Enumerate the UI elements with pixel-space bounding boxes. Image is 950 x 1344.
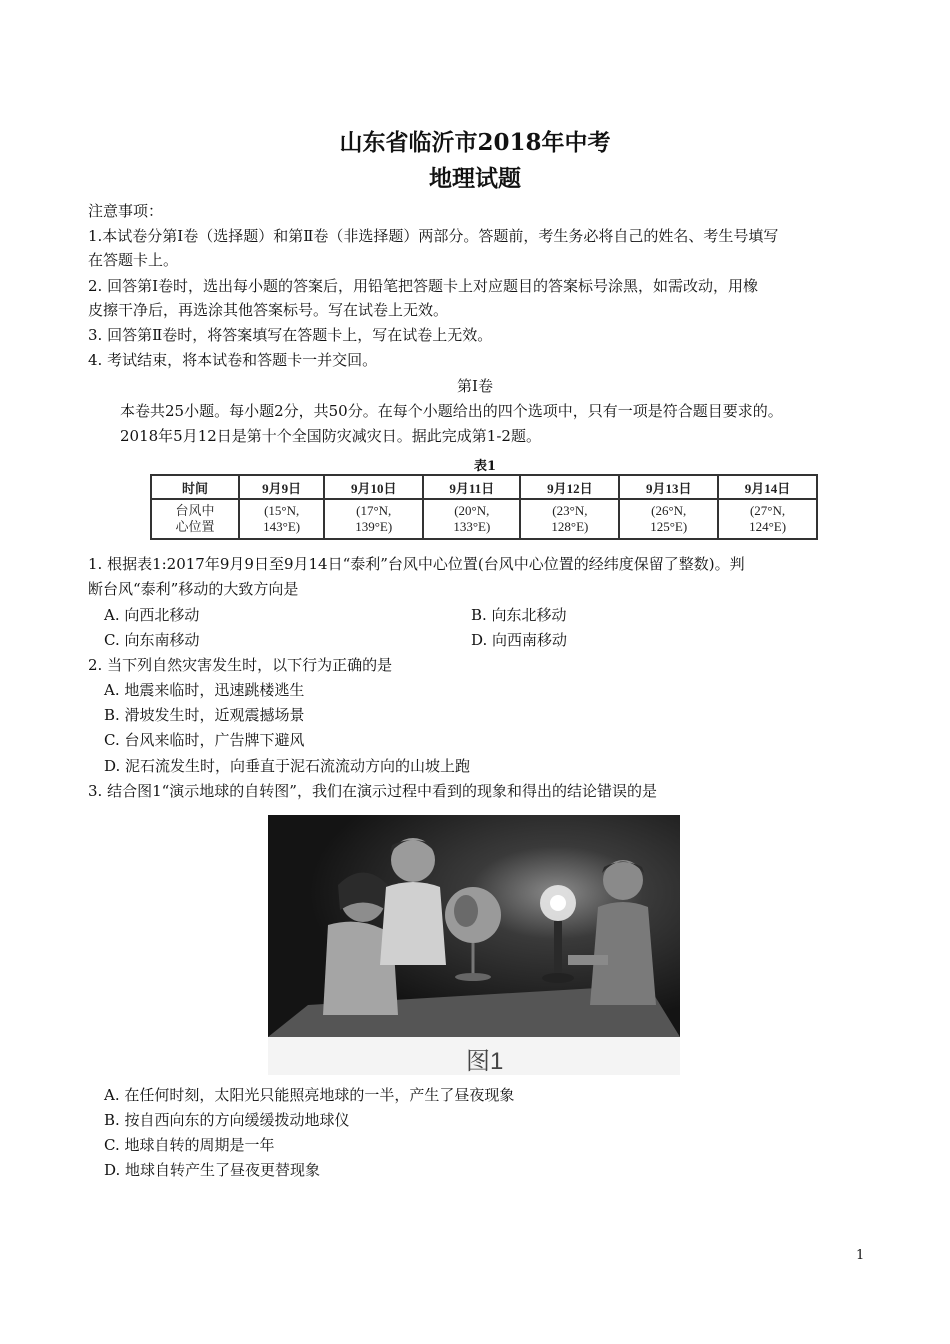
q2-option-c: C. 台风来临时，广告牌下避风	[104, 731, 305, 749]
note-line: 1.本试卷分第Ⅰ卷（选择题）和第Ⅱ卷（非选择题）两部分。答题前，考生务必将自己的姓名、考生号填写	[88, 227, 779, 245]
table-cell: (27°N, 124°E)	[718, 499, 817, 539]
note-line: 4. 考试结束，将本试卷和答题卡一并交回。	[88, 351, 378, 369]
table-header-cell: 时间	[151, 475, 239, 499]
q1-option-b: B. 向东北移动	[471, 606, 567, 624]
table-header-cell: 9月13日	[619, 475, 718, 499]
table-row-label: 台风中 心位置	[151, 499, 239, 539]
table-header-cell: 9月10日	[324, 475, 423, 499]
q2-option-a: A. 地震来临时，迅速跳楼逃生	[104, 681, 305, 699]
notes-heading: 注意事项：	[88, 202, 164, 220]
q2-option-d: D. 泥石流发生时，向垂直于泥石流流动方向的山坡上跑	[104, 757, 471, 775]
q1-option-d: D. 向西南移动	[471, 631, 568, 649]
typhoon-table	[150, 474, 818, 540]
note-line: 3. 回答第Ⅱ卷时，将答案填写在答题卡上，写在试卷上无效。	[88, 326, 493, 344]
q3-option-b: B. 按自西向东的方向缓缓拨动地球仪	[104, 1111, 350, 1129]
table-cell: (23°N, 128°E)	[520, 499, 619, 539]
q1-option-c: C. 向东南移动	[104, 631, 200, 649]
note-line: 在答题卡上。	[88, 251, 179, 269]
table-header-cell: 9月14日	[718, 475, 817, 499]
exam-title: 山东省临沂市2018年中考	[339, 129, 611, 156]
table-header-cell: 9月12日	[520, 475, 619, 499]
table-cell: (20°N, 133°E)	[423, 499, 520, 539]
q1-stem-cont: 断台风“泰利”移动的大致方向是	[88, 580, 299, 598]
table-header-cell: 9月9日	[239, 475, 324, 499]
q3-option-a: A. 在任何时刻，太阳光只能照亮地球的一半，产生了昼夜现象	[104, 1086, 515, 1104]
table-header-cell: 9月11日	[423, 475, 520, 499]
q2-option-b: B. 滑坡发生时，近观震撼场景	[104, 706, 305, 724]
page-number: 1	[856, 1248, 865, 1263]
q2-stem: 2. 当下列自然灾害发生时，以下行为正确的是	[88, 656, 393, 674]
section-intro: 本卷共25小题。每小题2分，共50分。在每个小题给出的四个选项中，只有一项是符合题目要求的。	[120, 402, 783, 420]
q1-option-a: A. 向西北移动	[104, 606, 200, 624]
figure-caption: 图1	[466, 1048, 504, 1075]
table-cell: (26°N, 125°E)	[619, 499, 718, 539]
exam-subtitle: 地理试题	[429, 165, 521, 192]
q3-option-c: C. 地球自转的周期是一年	[104, 1136, 275, 1154]
note-line: 2. 回答第Ⅰ卷时，选出每小题的答案后，用铅笔把答题卡上对应题目的答案标号涂黑，如需改动，用橡	[88, 277, 759, 295]
q1-stem: 1. 根据表1:2017年9月9日至9月14日“泰利”台风中心位置(台风中心位置的经纬度保留了整数)。判	[88, 555, 745, 573]
table-cell: (17°N, 139°E)	[324, 499, 423, 539]
q3-stem: 3. 结合图1“演示地球的自转图”，我们在演示过程中看到的现象和得出的结论错误的是	[88, 782, 657, 800]
section-title: 第Ⅰ卷	[457, 377, 493, 395]
table-caption: 表1	[474, 459, 497, 474]
note-line: 皮擦干净后，再选涂其他答案标号。写在试卷上无效。	[88, 301, 449, 319]
table-cell: (15°N, 143°E)	[239, 499, 324, 539]
section-context: 2018年5月12日是第十个全国防灾减灾日。据此完成第1-2题。	[120, 427, 541, 445]
q3-option-d: D. 地球自转产生了昼夜更替现象	[104, 1161, 321, 1179]
figure-1	[268, 815, 680, 1075]
earth-rotation-demo-image	[268, 815, 680, 1075]
